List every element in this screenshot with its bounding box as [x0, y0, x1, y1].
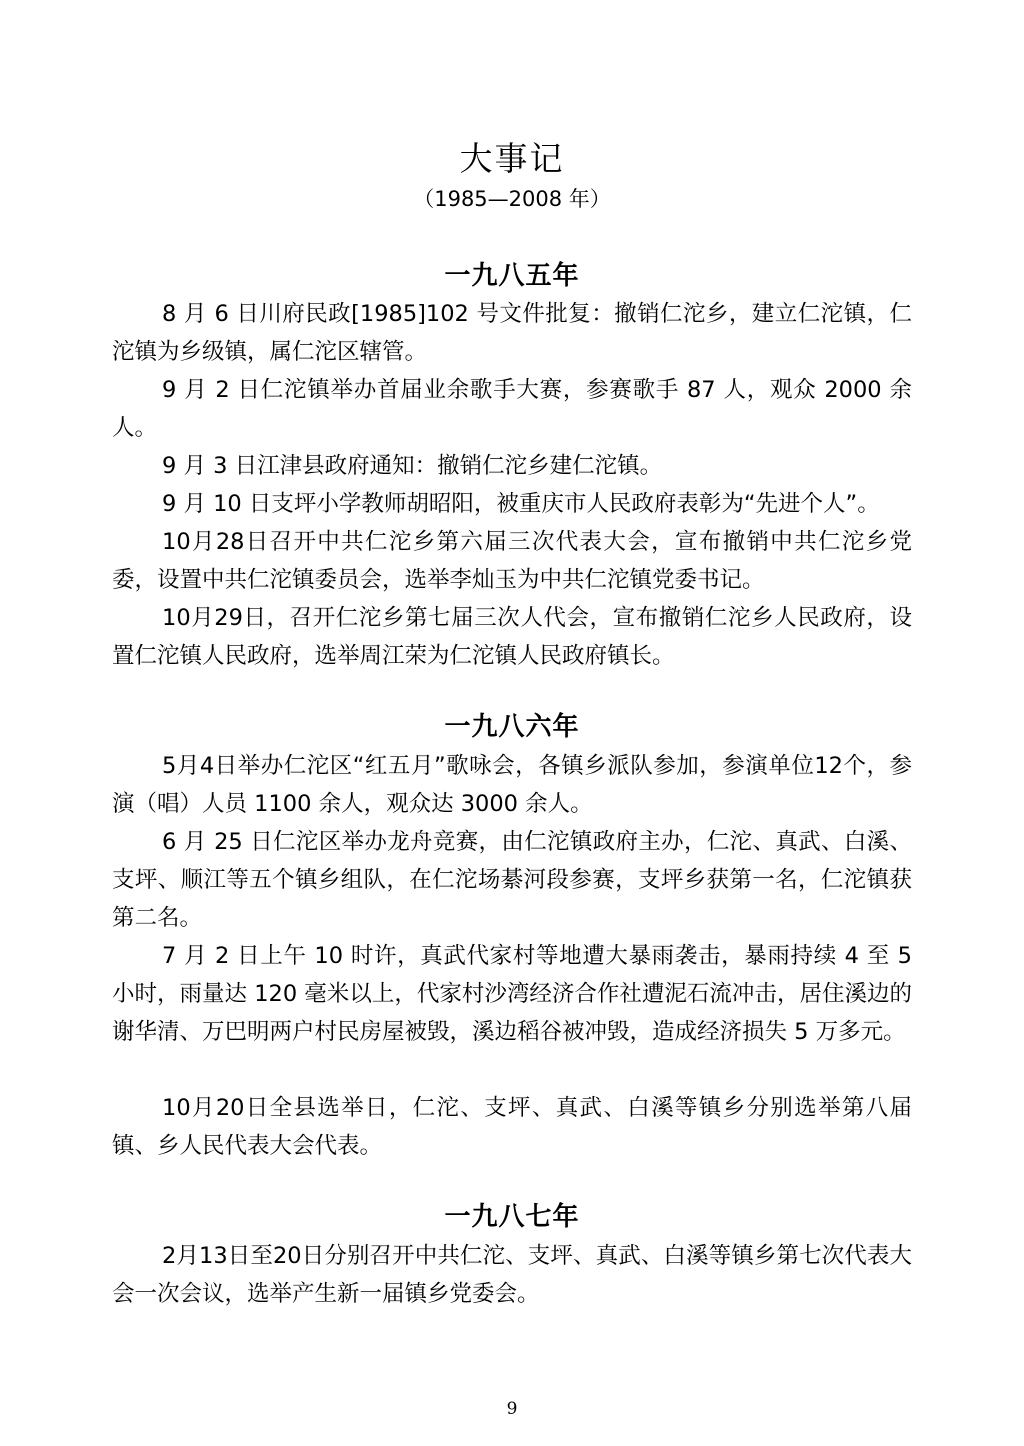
- entry-paragraph: 10月20日全县选举日，仁沱、支坪、真武、白溪等镇乡分别选举第八届镇、乡人民代表大会代表。: [112, 1095, 912, 1159]
- entry-paragraph: 6 月 25 日仁沱区举办龙舟竞赛，由仁沱镇政府主办，仁沱、真武、白溪、支坪、顺江等五个镇乡组队，在仁沱场綦河段参赛，支坪乡获第一名，仁沱镇获第二名。: [112, 829, 912, 931]
- entry-paragraph: 5月4日举办仁沱区“红五月”歌咏会，各镇乡派队参加，参演单位12个，参演（唱）人员 1100 余人，观众达 3000 余人。: [112, 753, 912, 817]
- section-year-heading: 一九八六年: [444, 712, 580, 742]
- entry-paragraph: 10月28日召开中共仁沱乡第六届三次代表大会，宣布撤销中共仁沱乡党委，设置中共仁沱镇委员会，选举李灿玉为中共仁沱镇党委书记。: [112, 529, 912, 593]
- page-number: 9: [506, 1399, 518, 1419]
- section-year-heading: 一九八五年: [444, 261, 580, 291]
- entry-paragraph: 8 月 6 日川府民政[1985]102 号文件批复：撤销仁沱乡，建立仁沱镇，仁沱镇为乡级镇，属仁沱区辖管。: [112, 301, 912, 365]
- page-subtitle: （1985—2008 年）: [413, 187, 611, 211]
- section-year-heading: 一九八七年: [444, 1202, 580, 1232]
- entry-paragraph: 10月29日，召开仁沱乡第七届三次人代会，宣布撤销仁沱乡人民政府，设置仁沱镇人民政府，选举周江荣为仁沱镇人民政府镇长。: [112, 605, 912, 669]
- entry-paragraph: 7 月 2 日上午 10 时许，真武代家村等地遭大暴雨袭击，暴雨持续 4 至 5 小时，雨量达 120 毫米以上，代家村沙湾经济合作社遭泥石流冲击，居住溪边的谢华清、万巴明两户村民房屋被毁，溪边稻谷被冲毁，造成经济损失 5 万多元。: [112, 943, 912, 1045]
- entry-paragraph: 9 月 2 日仁沱镇举办首届业余歌手大赛，参赛歌手 87 人，观众 2000 余人。: [112, 377, 912, 441]
- entry-paragraph: 2月13日至20日分别召开中共仁沱、支坪、真武、白溪等镇乡第七次代表大会一次会议，选举产生新一届镇乡党委会。: [112, 1243, 912, 1307]
- entry-paragraph: 9 月 10 日支坪小学教师胡昭阳，被重庆市人民政府表彰为“先进个人”。: [162, 491, 880, 517]
- page-title: 大事记: [459, 139, 565, 178]
- entry-paragraph: 9 月 3 日江津县政府通知：撤销仁沱乡建仁沱镇。: [162, 453, 663, 479]
